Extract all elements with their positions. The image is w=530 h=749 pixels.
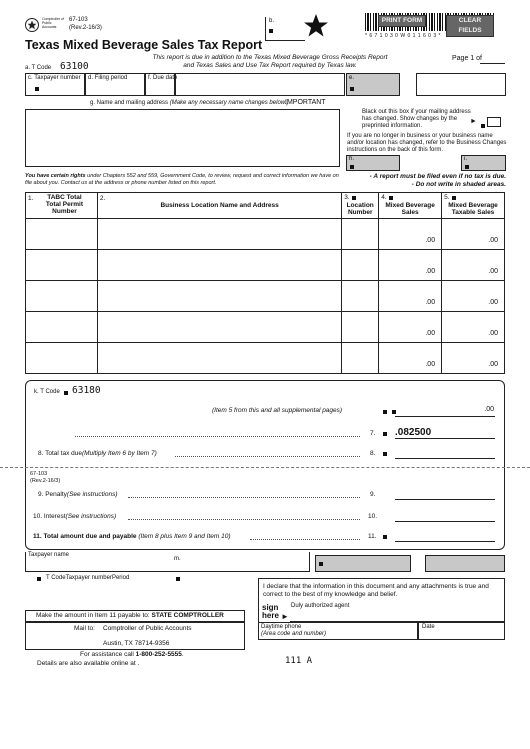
top-right-field[interactable] — [416, 73, 506, 96]
location-number-cell[interactable] — [342, 312, 379, 343]
duly-agent-label: Duly authorized agent — [291, 603, 350, 609]
field-marker — [383, 410, 387, 414]
stub-form-number: 67-103 — [30, 471, 48, 477]
sign-arrow-icon: ► — [281, 612, 289, 621]
taxable-cell[interactable]: .00 — [442, 281, 505, 312]
important-label: IMPORTANT — [285, 99, 326, 106]
form-number: 67-103 — [69, 17, 88, 23]
location-name-cell[interactable] — [97, 219, 341, 250]
line7-leader — [75, 436, 360, 437]
mail-to-box — [25, 622, 245, 650]
tcode-row-label: T Code — [46, 575, 66, 581]
mailing-address-box[interactable] — [25, 109, 340, 167]
no-longer-instructions: If you are no longer in business or your business name and/or location has changed, refer to the Business Changes instructions on the back of this form. — [347, 133, 507, 153]
k-tcode-value: 63180 — [72, 385, 101, 396]
sign-here-label: sign here — [262, 603, 279, 620]
box-h-label: h. — [349, 156, 355, 162]
sales-cell[interactable]: .00 — [379, 219, 442, 250]
field-marker — [352, 196, 356, 200]
tcode-value: 63100 — [60, 61, 89, 72]
assistance-label: For assistance call — [80, 651, 134, 658]
filing-period-label: d. Filing period — [88, 75, 128, 81]
line10-note: (See instructions) — [65, 513, 117, 520]
table-row — [26, 281, 505, 312]
box-e-label: e. — [349, 75, 355, 81]
line9-leader — [128, 497, 360, 498]
line6-value: .00 — [484, 406, 494, 413]
mail-to-line2: Austin, TX 78714-9356 — [103, 640, 170, 647]
location-number-cell[interactable] — [342, 343, 379, 374]
perforation-line — [0, 467, 530, 468]
line10-leader — [128, 519, 360, 520]
mailing-label — [90, 100, 288, 106]
box-i — [461, 155, 506, 171]
location-name-cell[interactable] — [97, 312, 341, 343]
location-name-cell[interactable] — [97, 343, 341, 374]
taxpayer-name-label: Taxpayer name — [28, 552, 70, 558]
line10-num: 10. — [368, 513, 378, 520]
print-form-button[interactable]: PRINT FORM — [378, 15, 426, 27]
permit-cell[interactable] — [26, 312, 98, 343]
sales-cell[interactable]: .00 — [379, 343, 442, 374]
k-tcode-label: k. T Code — [34, 389, 60, 395]
location-name-cell[interactable] — [97, 281, 341, 312]
field-marker — [319, 562, 323, 566]
agency-logo — [25, 18, 39, 32]
field-marker — [481, 124, 485, 128]
form-subtitle-line2: and Texas Sales and Use Tax Report required by Texas law. — [183, 62, 357, 69]
blackout-box[interactable] — [487, 117, 501, 127]
due-date-label: f. Due date — [148, 75, 178, 81]
empty-top-field[interactable] — [175, 73, 345, 96]
field-marker — [35, 87, 39, 91]
daytime-phone-label: Daytime phone — [261, 624, 302, 630]
date-label: Date — [422, 624, 435, 630]
line11-label — [33, 533, 230, 540]
permit-cell[interactable] — [26, 219, 98, 250]
mailing-note: (Make any necessary name changes below.) — [169, 100, 289, 106]
box-b[interactable] — [265, 17, 305, 41]
col-sales-header: 4. Mixed Beverage Sales — [379, 193, 442, 219]
form-title: Texas Mixed Beverage Sales Tax Report — [25, 38, 263, 52]
blackout-instructions: Black out this box if your mailing address has changed. Show changes by the preprinted information. — [362, 109, 471, 129]
field-marker — [383, 432, 387, 436]
assistance-phone: 1-800-252-5555 — [135, 651, 182, 658]
table-row — [26, 312, 505, 343]
mail-to-line1: Comptroller of Public Accounts — [103, 625, 192, 632]
clear-fields-button[interactable]: CLEAR FIELDS — [446, 15, 494, 37]
daytime-phone-note: (Area code and number) — [261, 631, 327, 637]
col-location-name-header: 2. Business Location Name and Address — [97, 193, 341, 219]
field-marker — [389, 196, 393, 200]
agency-name: Comptroller of Public Accounts — [42, 17, 64, 29]
field-marker — [383, 535, 387, 539]
star-icon — [303, 13, 329, 39]
taxable-cell[interactable]: .00 — [442, 250, 505, 281]
line7-field[interactable] — [395, 438, 495, 439]
stub-revision: (Rev.2-16/3) — [30, 478, 61, 484]
period-row-label: Period — [111, 575, 130, 581]
box-i-label: i. — [464, 156, 467, 162]
line8-leader — [175, 456, 360, 457]
box-b-label: b. — [269, 18, 275, 24]
mail-to-label: Mail to: — [74, 625, 95, 632]
line6-field[interactable] — [395, 416, 495, 417]
payable-text: Make the amount in Item 11 payable to: — [36, 612, 150, 619]
taxpayer-number-label: c. Taxpayer number — [28, 75, 81, 81]
field-marker — [37, 577, 41, 581]
tcode-label: a. T Code — [25, 65, 52, 71]
taxable-cell[interactable]: .00 — [442, 219, 505, 250]
mailing-label-text: g. Name and mailing address — [90, 100, 169, 106]
sales-cell[interactable]: .00 — [379, 250, 442, 281]
rights-lead: You have certain rights — [25, 173, 86, 179]
taxable-cell[interactable]: .00 — [442, 312, 505, 343]
field-marker — [350, 165, 354, 169]
page-label: Page 1 of — [452, 55, 482, 62]
payable-to: STATE COMPTROLLER — [151, 612, 224, 619]
star-seal-icon — [26, 19, 38, 31]
line8-text: 8. Total tax due — [38, 450, 82, 457]
shaded-box-2 — [425, 555, 505, 572]
page-count-field[interactable] — [480, 63, 505, 64]
line11-num: 11. — [368, 533, 377, 540]
line8-note: (Multiply Item 6 by Item 7) — [81, 450, 157, 457]
line9-label — [38, 491, 118, 498]
barcode-number: * 6 7 1 0 3 0 W 0 1 1 6 0 3 * — [365, 33, 441, 39]
taxpayer-name-field[interactable] — [25, 552, 310, 572]
field-marker — [452, 196, 456, 200]
line7-value: .082500 — [395, 427, 432, 438]
field-marker — [350, 87, 354, 91]
table-row — [26, 343, 505, 374]
col-taxable-header: 5. Mixed Beverage Taxable Sales — [442, 193, 505, 219]
box-e — [346, 73, 400, 96]
line9-num: 9. — [370, 491, 376, 498]
line9-note: (See instructions) — [66, 491, 118, 498]
locations-table — [25, 192, 505, 374]
field-marker — [176, 577, 180, 581]
col-permit-header: 1. TABC Total Total Permit Number — [26, 193, 98, 219]
rights-text: under Chapters 552 and 559, Government Code, to review, request and correct information we have on file about you. Contact us at the address or phone number listed on this report. — [25, 173, 339, 186]
form-revision: (Rev.2-16/3) — [69, 25, 102, 31]
rights-notice — [25, 173, 345, 187]
taxpayer-number-row-label: Taxpayer number — [65, 575, 112, 581]
location-number-cell[interactable] — [342, 281, 379, 312]
line8-field[interactable] — [395, 458, 495, 459]
box-h — [346, 155, 400, 171]
field-marker — [64, 391, 68, 395]
handwritten-code: 111 A — [285, 656, 313, 666]
col-location-number-header: 3. Location Number — [342, 193, 379, 219]
permit-cell[interactable] — [26, 250, 98, 281]
m-label: m. — [174, 556, 181, 562]
details-online: Details are also available online at . — [37, 660, 140, 667]
blackout-arrow-icon: ► — [470, 118, 477, 125]
line8-num: 8. — [370, 450, 376, 457]
due-date-field[interactable] — [145, 73, 178, 96]
declaration-frame — [258, 578, 505, 640]
line7-num: 7. — [370, 430, 376, 437]
line10-field[interactable] — [395, 521, 495, 522]
line9-text: 9. Penalty — [38, 491, 67, 498]
declaration-text: I declare that the information in this document and any attachments is true and correct to the best of my knowledge and belief. — [263, 583, 489, 598]
line11-text: 11. Total amount due and payable — [33, 533, 137, 540]
shaded-warning: - Do not write in shaded areas. — [411, 181, 506, 188]
table-row — [26, 250, 505, 281]
line9-field[interactable] — [395, 499, 495, 500]
stub-id-labels — [46, 575, 129, 581]
line11-leader — [250, 539, 360, 540]
form-subtitle-line1: This report is due in addition to the Texas Mixed Beverage Gross Receipts Report — [152, 54, 388, 61]
location-number-cell[interactable] — [342, 250, 379, 281]
field-marker — [465, 165, 469, 169]
line8-label — [38, 450, 157, 457]
line6-text: (Item 5 from this and all supplemental pages) — [212, 407, 343, 414]
line11-note: (Item 8 plus Item 9 and Item 10) — [138, 533, 231, 540]
permit-cell[interactable] — [26, 281, 98, 312]
shaded-box-1 — [315, 555, 411, 572]
filing-warning: - A report must be filed even if no tax is due. — [369, 173, 506, 180]
sales-cell[interactable]: .00 — [379, 281, 442, 312]
line10-label — [33, 513, 116, 520]
line10-text: 10. Interest — [33, 513, 66, 520]
permit-cell[interactable] — [26, 343, 98, 374]
location-name-cell[interactable] — [97, 250, 341, 281]
taxpayer-number-field[interactable] — [25, 73, 85, 96]
filing-period-field[interactable] — [85, 73, 145, 96]
location-number-cell[interactable] — [342, 219, 379, 250]
assistance-line: For assistance call 1-800-252-5555. — [80, 651, 184, 658]
sales-cell[interactable]: .00 — [379, 312, 442, 343]
field-marker — [269, 29, 273, 33]
payable-box — [25, 610, 245, 622]
line11-field[interactable] — [395, 541, 495, 542]
taxable-cell[interactable]: .00 — [442, 343, 505, 374]
table-row — [26, 219, 505, 250]
field-marker — [383, 452, 387, 456]
